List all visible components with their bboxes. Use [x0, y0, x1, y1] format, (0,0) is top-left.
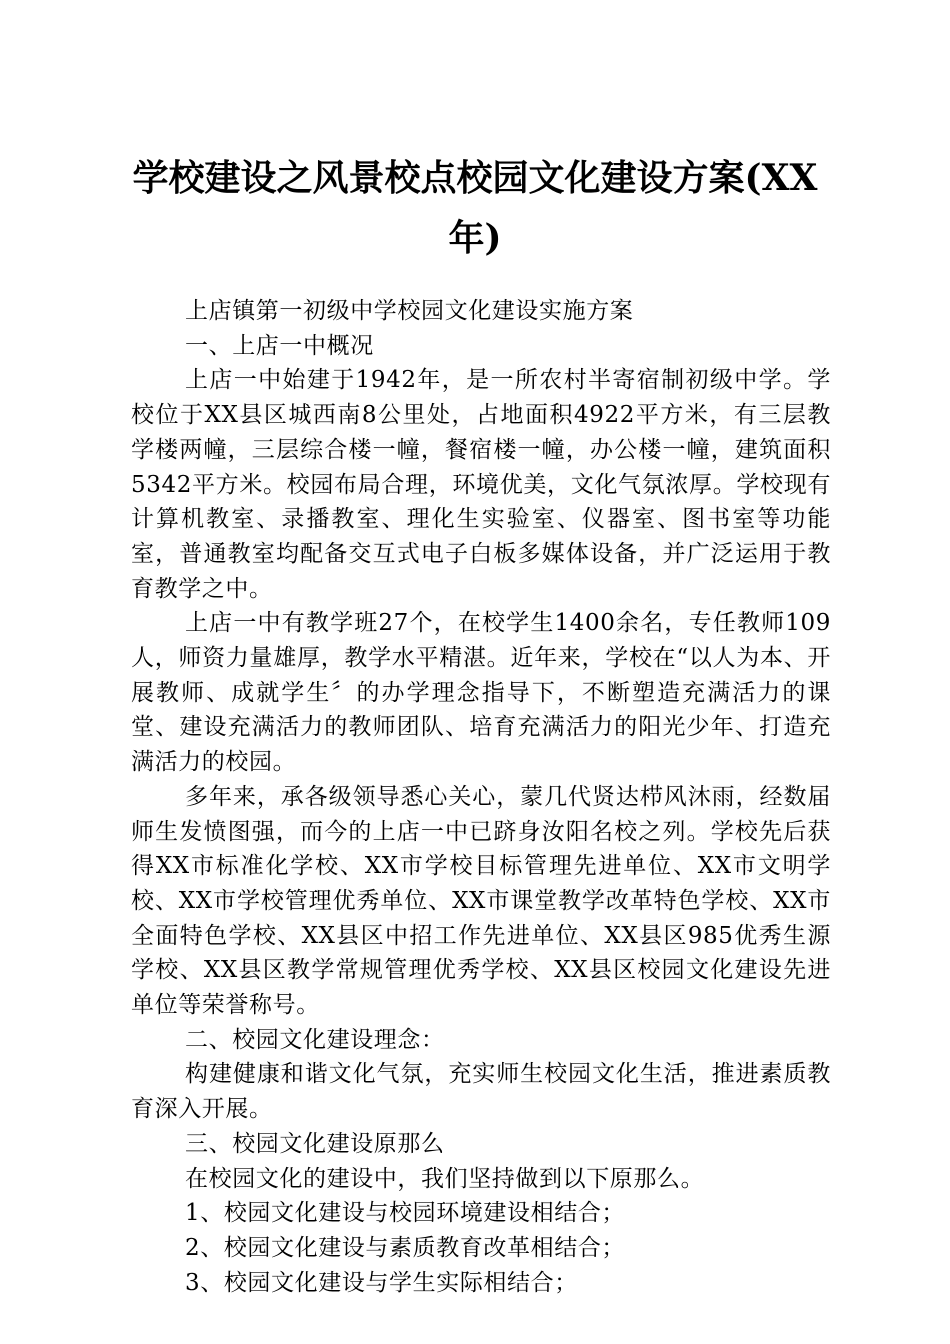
list-item-1: 1、校园文化建设与校园环境建设相结合； — [185, 1200, 626, 1227]
section-heading-3: 三、校园文化建设原那么 — [185, 1130, 445, 1157]
document-body — [131, 294, 831, 1300]
list-item-3: 3、校园文化建设与学生实际相结合； — [185, 1269, 578, 1296]
section-heading-1: 一、上店一中概况 — [185, 332, 374, 359]
paragraph-honors: 多年来，承各级领导悉心关心，蒙几代贤达栉风沐雨，经数届师生发愤图强，而今的上店一中已跻身汝阳名校之列。学校先后获得XX市标准化学校、XX市学校目标管理先进单位、XX市文明学校、XX市学校管理优秀单位、XX市课堂教学改革特色学校、XX市全面特色学校、XX县区中招工作先进单位、XX县区985优秀生源学校、XX县区教学常规管理优秀学校、XX县区校园文化建设先进单位等荣誉称号。 — [131, 783, 831, 1019]
document-title: 学校建设之风景校点校园文化建设方案(XX年) — [132, 157, 818, 259]
list-item-2: 2、校园文化建设与素质教育改革相结合； — [185, 1234, 626, 1261]
section-heading-2: 二、校园文化建设理念： — [185, 1026, 445, 1053]
paragraph-principles-intro: 在校园文化的建设中，我们坚持做到以下原那么。 — [185, 1165, 705, 1192]
subtitle-paragraph: 上店镇第一初级中学校园文化建设实施方案 — [185, 298, 634, 324]
paragraph-staff: 上店一中有教学班27个，在校学生1400余名，专任教师109人，师资力量雄厚，教学水平精湛。近年来，学校在“以人为本、开展教师、成就学生〞的办学理念指导下，不断塑造充满活力的课堂、建设充满活力的教师团队、培育充满活力的阳光少年、打造充满活力的校园。 — [131, 610, 831, 776]
paragraph-overview: 上店一中始建于1942年，是一所农村半寄宿制初级中学。学校位于XX县区城西南8公里处，占地面积4922平方米，有三层教学楼两幢，三层综合楼一幢，餐宿楼一幢，办公楼一幢，建筑面积5342平方米。校园布局合理，环境优美，文化气氛浓厚。学校现有计算机教室、录播教室、理化生实验室、仪器室、图书室等功能室，普通教室均配备交互式电子白板多媒体设备，并广泛运用于教育教学之中。 — [131, 367, 831, 602]
paragraph-concept: 构建健康和谐文化气氛，充实师生校园文化生活，推进素质教育深入开展。 — [131, 1061, 831, 1123]
